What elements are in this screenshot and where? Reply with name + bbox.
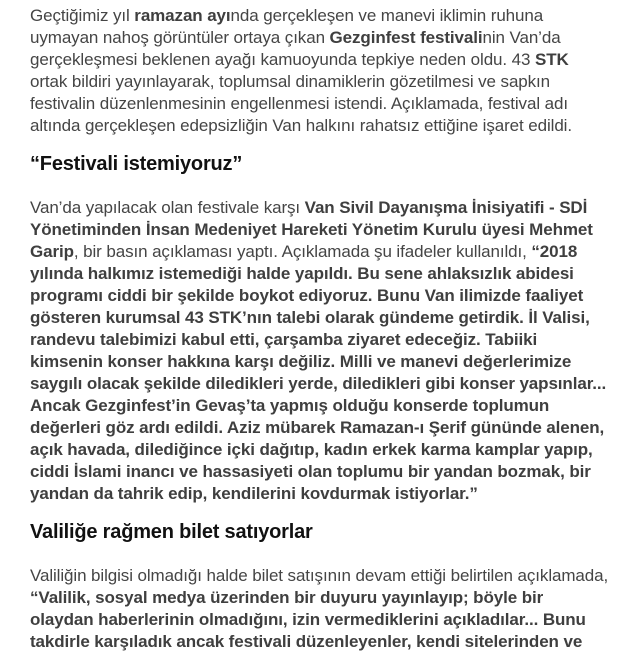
text-segment: ortak bildiri yayınlayarak, toplumsal dinamiklerin gözetilmesi ve sapkın festivalin düzenlenmesinin engellenmesi istendi. Açıklamada, festival adı altında gerçekleşen edepsizliğin Van halkını rahatsız ettiğine işaret edildi. (30, 72, 572, 135)
section-heading-festival-istemiyoruz: “Festivali istemiyoruz” (30, 153, 243, 175)
text-segment: Van’da yapılacak olan festivale karşı (30, 198, 305, 217)
section-heading-bilet-satiyorlar: Valiliğe rağmen bilet satıyorlar (30, 521, 313, 543)
text-segment: Valiliğin bilgisi olmadığı halde bilet satışının devam ettiği belirtilen açıklamada, (30, 566, 609, 585)
text-segment: nin Van’da gerçekleşmesi beklenen ayağı kamuoyunda tepkiye neden oldu. 43 (30, 28, 561, 69)
text-segment-bold-quote: “2018 yılında halkımız istemediği halde yapıldı. Bu sene ahlaksızlık abidesi programı ciddi bir şekilde boykot ediyoruz. Bunu Van ilimizde faaliyet gösteren kurumsal 43 STK’nın talebi olarak gündeme getirdik. İl Valisi, randevu talebimizi kabul etti, çarşamba ziyaret edeceğiz. Tabiiki kimsenin konser hakkına karşı değiliz. Milli ve manevi değerlerimize saygılı olacak şekilde diledikleri yerde, diledikleri gibi konser yapsınlar... Ancak Gezginfest’in Gevaş’ta yapmış olduğu konserde toplumun değerleri göz ardı edildi. Aziz mübarek Ramazan-ı Şerif gününde alenen, açık havada, dilediğince içki dağıtıp, kadın erkek karma kamplar yapıp, ciddi İslami inancı ve hassasiyeti olan toplumu bir yandan bozmak, bir yandan da tahrik edip, kendilerini kovdurmak istiyorlar.” (30, 242, 607, 503)
text-segment-bold-valilik-quote: “Valilik, sosyal medya üzerinden bir duyuru yayınlayıp; böyle bir olaydan haberlerinin olmadığını, izin vermediklerini açıkladılar... Bunu takdirle karşıladık ancak festivali düzenleyenler, kendi sitelerinden ve (30, 588, 586, 651)
text-segment-bold-stk: STK (534, 50, 569, 69)
text-segment-bold-ramazan: ramazan ayı (134, 6, 231, 25)
paragraph-ticket-sales (30, 565, 609, 653)
paragraph-intro (30, 5, 609, 137)
text-segment-bold-organization-name: Van Sivil Dayanışma İnisiyatifi - SDİ Yönetiminden İnsan Medeniyet Hareketi Yönetim Kurulu üyesi Mehmet Garip (30, 198, 593, 261)
text-segment: , bir basın açıklaması yaptı. Açıklamada şu ifadeler kullanıldı, (73, 242, 532, 261)
paragraph-press-statement (30, 197, 609, 505)
text-segment: Geçtiğimiz yıl (30, 6, 135, 25)
text-segment-bold-gezginfest: Gezginfest festivali (329, 28, 483, 47)
text-segment: nda gerçekleşen ve manevi iklimin ruhuna uymayan nahoş görüntüler ortaya çıkan (30, 6, 544, 47)
